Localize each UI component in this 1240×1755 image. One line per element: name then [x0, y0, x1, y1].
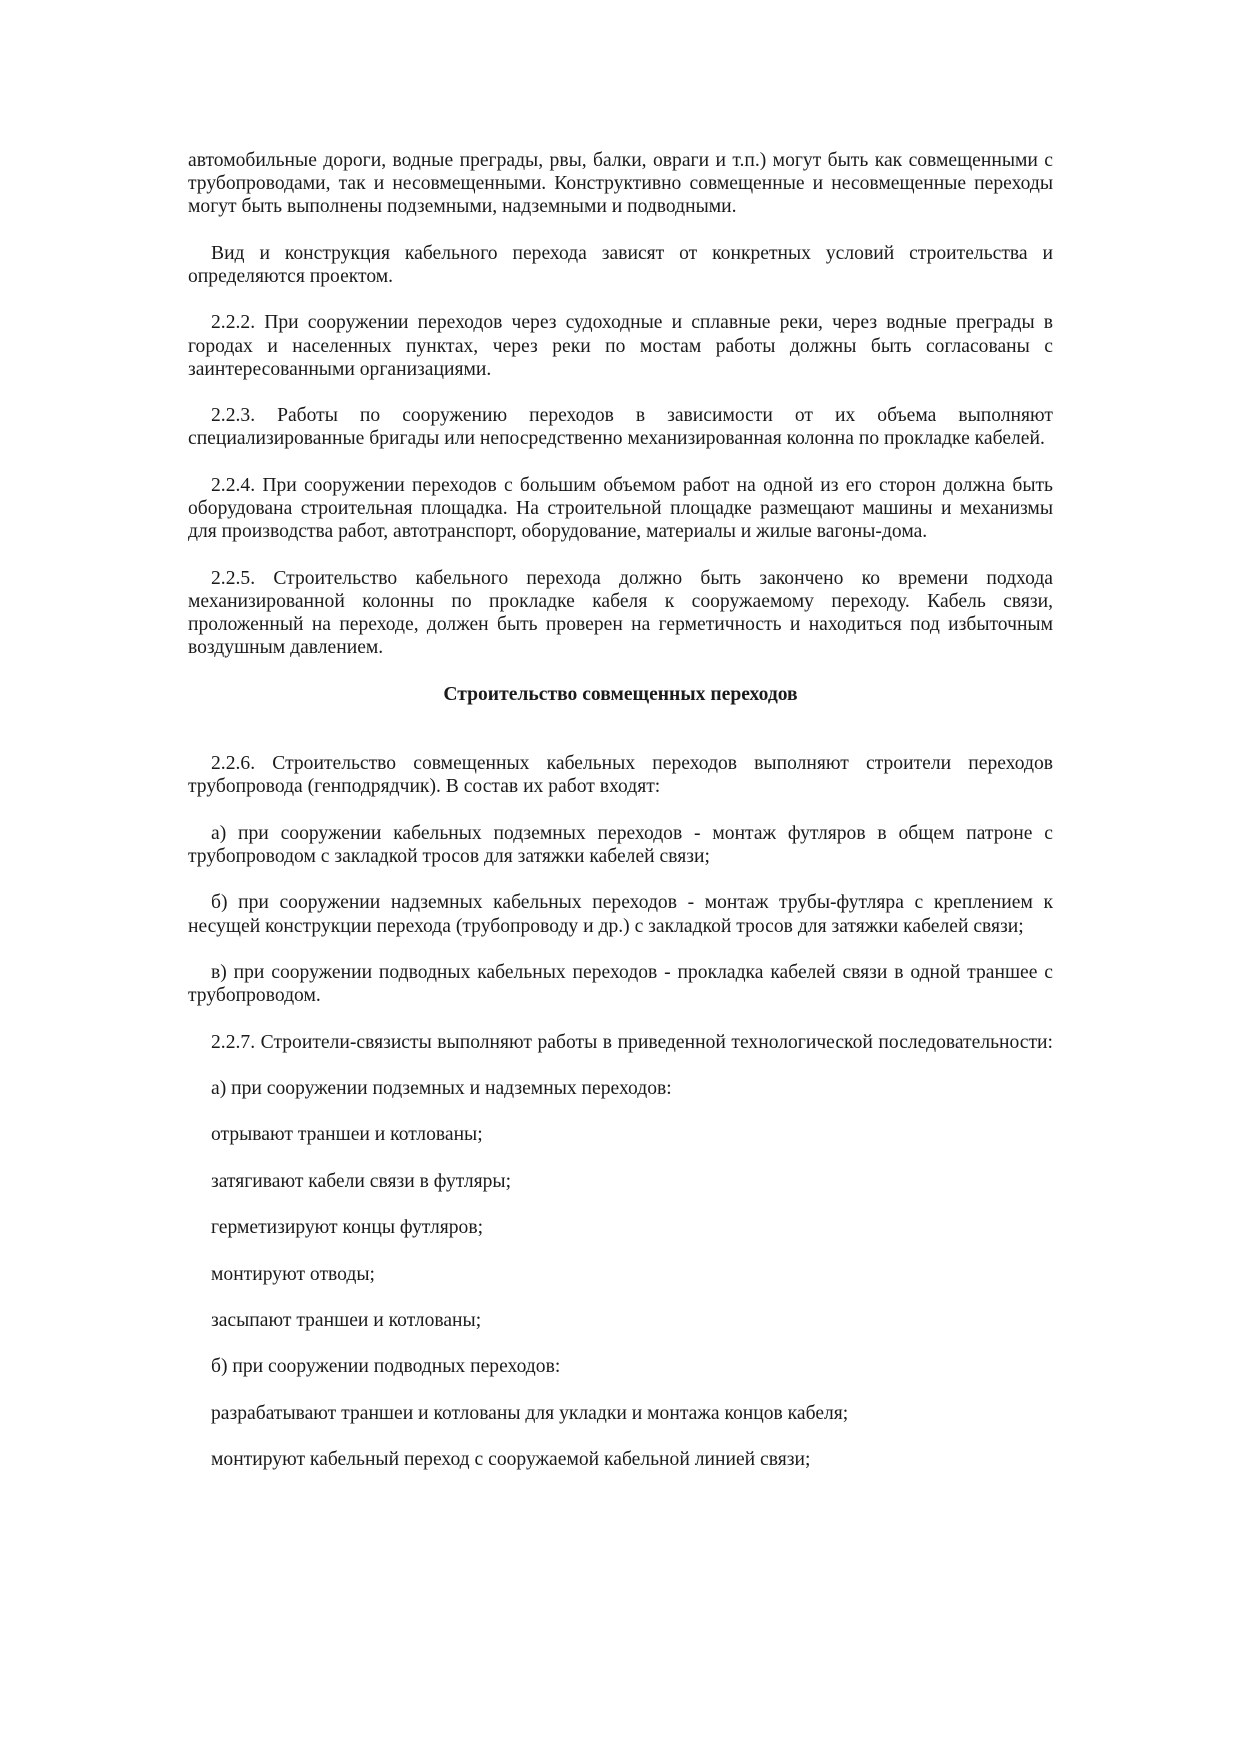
list-item: монтируют отводы;: [211, 1263, 375, 1285]
section-heading: Строительство совмещенных переходов: [443, 683, 798, 705]
list-item: монтируют кабельный переход с сооружаемой кабельной линией связи;: [211, 1449, 811, 1471]
paragraph-2-2-4: 2.2.4. При сооружении переходов с большим объемом работ на одной из его сторон должна быть оборудована строительная площадка. На строительной площадке размещают машины и механизмы для производства работ, автотранспорт, оборудование, материалы и жилые вагоны-дома.: [188, 474, 1053, 543]
paragraph-2-2-7: 2.2.7. Строители-связисты выполняют работы в приведенной технологической последовательности:: [211, 1031, 1053, 1053]
list-item: засыпают траншеи и котлованы;: [211, 1309, 482, 1331]
paragraph-2-2-3: 2.2.3. Работы по сооружению переходов в зависимости от их объема выполняют специализированные бригады или непосредственно механизированная колонна по прокладке кабелей.: [188, 405, 1053, 450]
list-item: герметизируют концы футляров;: [211, 1217, 484, 1239]
paragraph-item-v: в) при сооружении подводных кабельных переходов - прокладка кабелей связи в одной траншее с трубопроводом.: [188, 961, 1053, 1007]
paragraph-continuation: автомобильные дороги, водные преграды, рвы, балки, овраги и т.п.) могут быть как совмещенными с трубопроводами, так и несовмещенными. Конструктивно совмещенные и несовмещенные переходы могут быть выполнены подземными, надземными и подводными.: [188, 150, 1053, 218]
list-item: а) при сооружении подземных и надземных переходов:: [211, 1077, 672, 1099]
list-item: разрабатывают траншеи и котлованы для укладки и монтажа концов кабеля;: [211, 1402, 849, 1424]
paragraph-2-2-2: 2.2.2. При сооружении переходов через судоходные и сплавные реки, через водные преграды в городах и населенных пунктах, через реки по мостам работы должны быть согласованы с заинтересованными организациями.: [188, 312, 1053, 380]
paragraph-item-a: а) при сооружении кабельных подземных переходов - монтаж футляров в общем патроне с трубопроводом с закладкой тросов для затяжки кабелей связи;: [188, 822, 1053, 867]
document-body: [188, 149, 1053, 1494]
paragraph-item-b: б) при сооружении надземных кабельных переходов - монтаж трубы-футляра с креплением к несущей конструкции перехода (трубопроводу и др.) с закладкой тросов для затяжки кабелей связи;: [188, 892, 1053, 937]
paragraph-crossing-type: Вид и конструкция кабельного перехода зависят от конкретных условий строительства и определяются проектом.: [188, 242, 1053, 287]
list-item: затягивают кабели связи в футляры;: [211, 1170, 512, 1192]
list-item: б) при сооружении подводных переходов:: [211, 1356, 561, 1378]
list-item: отрывают траншеи и котлованы;: [211, 1124, 483, 1146]
paragraph-2-2-5: 2.2.5. Строительство кабельного перехода должно быть закончено ко времени подхода механизированной колонны по прокладке кабеля к сооружаемому переходу. Кабель связи, проложенный на переходе, должен быть проверен на герметичность и находиться под избыточным воздушным давлением.: [188, 567, 1053, 659]
paragraph-2-2-6: 2.2.6. Строительство совмещенных кабельных переходов выполняют строители переходов трубопровода (генподрядчик). В состав их работ входят:: [188, 753, 1053, 798]
